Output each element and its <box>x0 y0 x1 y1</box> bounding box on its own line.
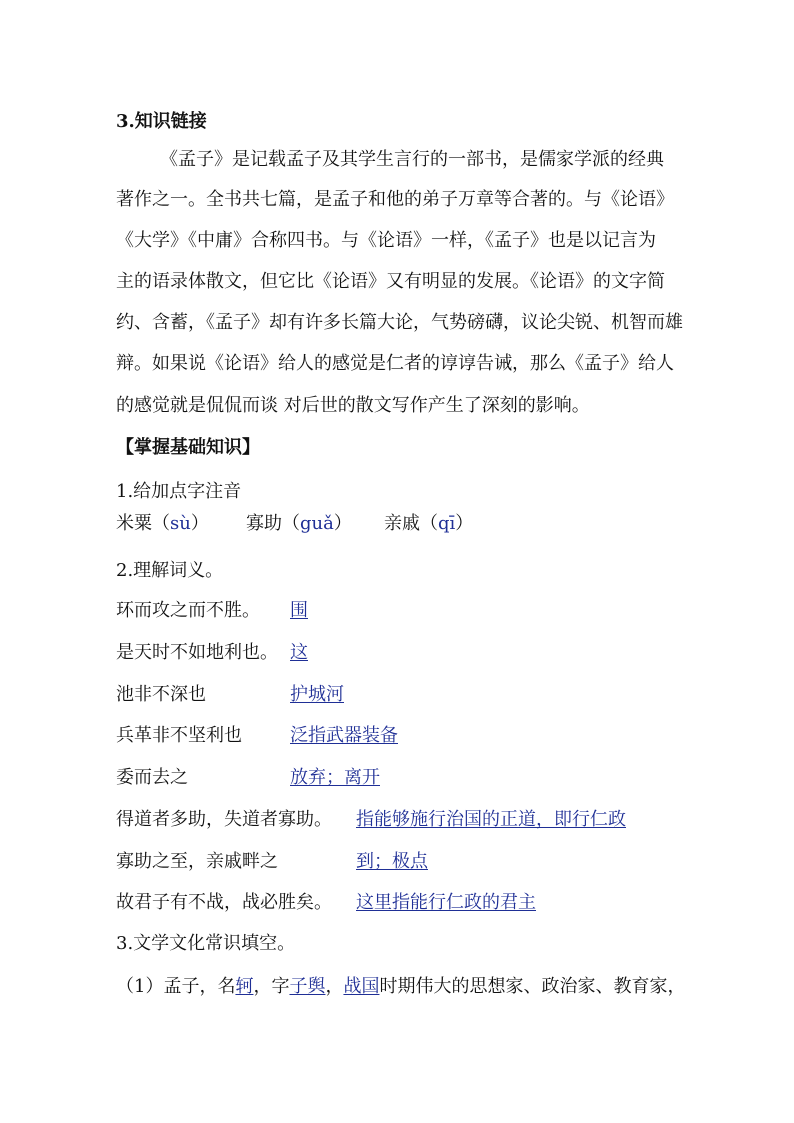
meaning-phrase-5: 委而去之 <box>116 767 188 788</box>
literature-line-1 <box>116 975 685 999</box>
pronunciation-word: 寡助（ <box>246 513 300 534</box>
meaning-title: 2.理解词义。 <box>116 560 224 581</box>
knowledge-line-2: 著作之一。全书共七篇，是孟子和他的弟子万章等合著的。与《论语》 <box>116 189 674 210</box>
meaning-answer-7: 到；极点 <box>356 851 428 872</box>
meaning-answer-8: 这里指能行仁政的君主 <box>356 892 536 913</box>
literature-era-answer: 战国 <box>343 976 380 997</box>
meaning-phrase-6: 得道者多助，失道者寡助。 <box>116 809 332 830</box>
pronunciation-item-1 <box>116 512 209 536</box>
meaning-phrase-8: 故君子有不战，战必胜矣。 <box>116 892 332 913</box>
pronunciation-pinyin: guǎ <box>300 513 334 534</box>
literature-title: 3.文学文化常识填空。 <box>116 933 296 954</box>
meaning-answer-6: 指能够施行治国的正道，即行仁政 <box>356 809 626 830</box>
pronunciation-close: ） <box>190 513 209 534</box>
knowledge-line-1: 《孟子》是记载孟子及其学生言行的一部书，是儒家学派的经典 <box>160 149 664 170</box>
meaning-phrase-2: 是天时不如地利也。 <box>116 642 278 663</box>
pronunciation-close: ） <box>455 513 474 534</box>
pronunciation-pinyin: qī <box>438 513 456 534</box>
meaning-phrase-3: 池非不深也 <box>116 684 206 705</box>
meaning-answer-4: 泛指武器装备 <box>290 725 398 746</box>
meaning-phrase-4: 兵革非不坚利也 <box>116 725 242 746</box>
knowledge-line-3: 《大学》《中庸》合称四书。与《论语》一样，《孟子》也是以记言为 <box>116 230 656 251</box>
knowledge-line-7: 的感觉就是侃侃而谈 对后世的散文写作产生了深刻的影响。 <box>116 395 590 416</box>
section-heading-basics: 【掌握基础知识】 <box>116 437 260 458</box>
literature-comma: ， <box>325 976 344 997</box>
literature-middle: ，字 <box>253 976 290 997</box>
pronunciation-close: ） <box>333 513 352 534</box>
pronunciation-item-2 <box>246 512 352 536</box>
pronunciation-item-3 <box>384 512 473 536</box>
pronunciation-title: 1.给加点字注音 <box>116 481 242 502</box>
literature-suffix: 时期伟大的思想家、政治家、教育家， <box>379 976 686 997</box>
knowledge-line-5: 约、含蓄，《孟子》却有许多长篇大论，气势磅礴，议论尖锐、机智而雄 <box>116 312 683 333</box>
pronunciation-pinyin: sù <box>170 513 191 534</box>
knowledge-line-6: 辩。如果说《论语》给人的感觉是仁者的谆谆告诫，那么《孟子》给人 <box>116 353 674 374</box>
literature-name-answer: 轲 <box>235 976 254 997</box>
meaning-phrase-1: 环而攻之而不胜。 <box>116 600 260 621</box>
pronunciation-word: 亲戚（ <box>384 513 438 534</box>
meaning-answer-3: 护城河 <box>290 684 344 705</box>
meaning-answer-2: 这 <box>290 642 308 663</box>
literature-prefix: （1）孟子，名 <box>116 976 236 997</box>
knowledge-line-4: 主的语录体散文，但它比《论语》又有明显的发展。《论语》的文字简 <box>116 271 665 292</box>
meaning-answer-1: 围 <box>290 600 308 621</box>
literature-courtesy-answer: 子舆 <box>289 976 326 997</box>
section-heading-knowledge: 3.知识链接 <box>116 111 207 132</box>
meaning-phrase-7: 寡助之至，亲戚畔之 <box>116 851 278 872</box>
pronunciation-word: 米粟（ <box>116 513 170 534</box>
meaning-answer-5: 放弃；离开 <box>290 767 380 788</box>
